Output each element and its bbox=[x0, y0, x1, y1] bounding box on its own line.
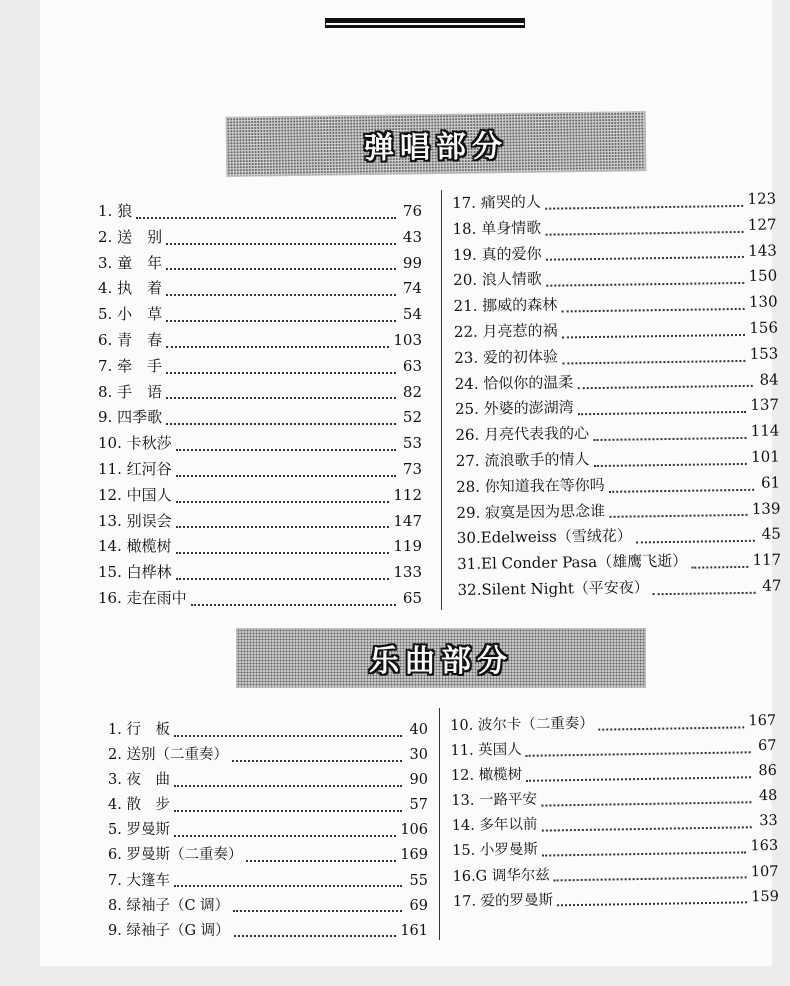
entry-page-number: 53 bbox=[402, 434, 422, 453]
dot-leader bbox=[176, 572, 390, 580]
entry-title: 30.Edelweiss（雪绒花） bbox=[456, 526, 632, 548]
toc-entry bbox=[98, 355, 422, 381]
entry-title: 14. 橄榄树 bbox=[98, 537, 172, 556]
entry-title: 17. 爱的罗曼斯 bbox=[452, 892, 554, 910]
toc-entry bbox=[98, 587, 422, 613]
dot-leader bbox=[593, 431, 747, 441]
dot-leader bbox=[233, 904, 402, 912]
entry-page-number: 167 bbox=[748, 712, 777, 730]
toc-entry bbox=[98, 303, 422, 329]
entry-page-number: 114 bbox=[750, 421, 780, 441]
entry-title: 6. 青 春 bbox=[98, 330, 163, 349]
entry-page-number: 103 bbox=[393, 330, 422, 349]
toc-page bbox=[40, 0, 782, 966]
entry-page-number: 117 bbox=[752, 550, 782, 569]
dot-leader bbox=[545, 225, 744, 236]
entry-page-number: 55 bbox=[409, 872, 428, 889]
dot-leader bbox=[166, 288, 396, 296]
entry-page-number: 76 bbox=[402, 202, 422, 220]
entry-title: 2. 送 别 bbox=[98, 227, 163, 246]
section-title: 弹唱部分 bbox=[363, 128, 509, 167]
dot-leader bbox=[598, 720, 745, 730]
entry-page-number: 73 bbox=[402, 459, 422, 478]
toc-list-left bbox=[108, 718, 428, 944]
dot-leader bbox=[174, 879, 402, 887]
toc-entry bbox=[98, 484, 422, 510]
dot-leader bbox=[174, 804, 402, 812]
toc-entry bbox=[98, 277, 422, 303]
entry-title: 3. 夜 曲 bbox=[108, 772, 170, 789]
entry-page-number: 69 bbox=[409, 897, 428, 914]
toc-list-right bbox=[452, 187, 782, 604]
toc-entry bbox=[98, 510, 422, 536]
entry-page-number: 156 bbox=[749, 318, 779, 337]
entry-title: 14. 多年以前 bbox=[451, 817, 538, 835]
toc-entry bbox=[98, 381, 422, 407]
entry-title: 8. 手 语 bbox=[98, 382, 163, 401]
entry-title: 18. 单身情歌 bbox=[452, 218, 542, 238]
toc-list-right bbox=[450, 709, 779, 915]
dot-leader bbox=[176, 443, 396, 451]
entry-page-number: 127 bbox=[747, 215, 777, 234]
entry-page-number: 65 bbox=[402, 588, 422, 607]
entry-page-number: 169 bbox=[400, 847, 428, 864]
entry-page-number: 63 bbox=[402, 356, 422, 375]
section-banner-tanchang bbox=[226, 111, 647, 177]
entry-page-number: 61 bbox=[760, 473, 781, 492]
entry-page-number: 82 bbox=[402, 382, 422, 401]
dot-leader bbox=[545, 250, 744, 261]
entry-page-number: 47 bbox=[762, 576, 782, 595]
entry-title: 28. 你知道我在等你吗 bbox=[455, 475, 605, 496]
dot-leader bbox=[246, 854, 396, 862]
entry-page-number: 86 bbox=[758, 763, 778, 780]
toc-entry bbox=[98, 561, 422, 587]
dot-leader bbox=[542, 845, 747, 856]
entry-title: 5. 罗曼斯 bbox=[108, 822, 170, 839]
dot-leader bbox=[176, 495, 390, 503]
toc-entry bbox=[98, 535, 422, 561]
entry-title: 4. 执 着 bbox=[98, 279, 163, 298]
toc-entry bbox=[98, 200, 422, 226]
entry-page-number: 143 bbox=[748, 241, 777, 260]
dot-leader bbox=[166, 417, 396, 425]
entry-page-number: 163 bbox=[750, 838, 779, 855]
entry-title: 29. 寂寞是因为思念谁 bbox=[456, 501, 606, 522]
entry-title: 11. 英国人 bbox=[450, 741, 522, 760]
entry-page-number: 137 bbox=[750, 395, 780, 415]
dot-leader bbox=[561, 302, 745, 313]
entry-title: 16.G 调华尔兹 bbox=[452, 867, 550, 885]
dot-leader bbox=[234, 929, 397, 937]
entry-page-number: 57 bbox=[409, 797, 428, 814]
dot-leader bbox=[609, 508, 748, 518]
entry-page-number: 43 bbox=[402, 227, 422, 246]
entry-page-number: 40 bbox=[409, 722, 428, 738]
entry-title: 13. 一路平安 bbox=[451, 791, 538, 810]
entry-page-number: 99 bbox=[402, 253, 422, 272]
dot-leader bbox=[166, 391, 396, 399]
dot-leader bbox=[526, 745, 751, 757]
entry-title: 32.Silent Night（平安夜） bbox=[457, 578, 649, 599]
entry-title: 7. 牵 手 bbox=[98, 356, 163, 375]
entry-title: 4. 散 步 bbox=[108, 797, 170, 814]
dot-leader bbox=[541, 820, 751, 831]
entry-title: 24. 恰似你的温柔 bbox=[454, 372, 574, 393]
entry-title: 1. 狼 bbox=[98, 202, 133, 220]
dot-leader bbox=[166, 340, 389, 348]
dot-leader bbox=[176, 469, 396, 477]
entry-page-number: 150 bbox=[748, 266, 778, 286]
column-divider bbox=[441, 190, 442, 610]
entry-title: 6. 罗曼斯（二重奏） bbox=[108, 847, 243, 864]
entry-page-number: 84 bbox=[759, 370, 779, 389]
entry-page-number: 153 bbox=[749, 344, 779, 363]
toc-entry bbox=[108, 869, 428, 894]
toc-entry bbox=[108, 743, 428, 768]
entry-page-number: 30 bbox=[409, 747, 428, 764]
dot-leader bbox=[174, 829, 396, 837]
entry-page-number: 48 bbox=[758, 788, 778, 805]
entry-page-number: 159 bbox=[751, 888, 780, 905]
entry-title: 25. 外婆的澎湖湾 bbox=[454, 398, 574, 419]
entry-page-number: 133 bbox=[393, 563, 422, 582]
entry-page-number: 123 bbox=[747, 189, 777, 208]
entry-title: 2. 送别（二重奏） bbox=[108, 747, 228, 764]
entry-page-number: 112 bbox=[393, 485, 422, 504]
section-banner-yuequ bbox=[236, 628, 646, 688]
dot-leader bbox=[166, 366, 396, 374]
entry-title: 31.El Conder Pasa（雄鹰飞逝） bbox=[457, 551, 688, 574]
toc-entry bbox=[457, 574, 781, 604]
dot-leader bbox=[166, 237, 396, 245]
entry-page-number: 101 bbox=[750, 447, 780, 466]
dot-leader bbox=[636, 534, 755, 544]
entry-title: 26. 月亮代表我的心 bbox=[455, 424, 590, 445]
dot-leader bbox=[526, 770, 751, 782]
entry-page-number: 107 bbox=[750, 863, 779, 880]
entry-title: 15. 小罗曼斯 bbox=[452, 842, 538, 860]
section-title: 乐曲部分 bbox=[369, 644, 513, 679]
toc-entry bbox=[108, 793, 428, 818]
toc-entry bbox=[108, 843, 428, 868]
entry-title: 1. 行 板 bbox=[108, 722, 170, 738]
entry-title: 7. 大篷车 bbox=[108, 872, 170, 889]
entry-page-number: 139 bbox=[751, 499, 781, 518]
dot-leader bbox=[562, 354, 746, 365]
entry-title: 3. 童 年 bbox=[98, 253, 163, 272]
toc-entry bbox=[108, 894, 428, 919]
dot-leader bbox=[174, 779, 402, 787]
dot-leader bbox=[609, 482, 754, 492]
entry-page-number: 119 bbox=[393, 537, 422, 556]
entry-title: 10. 卡秋莎 bbox=[98, 434, 172, 453]
toc-entry bbox=[98, 432, 422, 458]
entry-title: 27. 流浪歌手的情人 bbox=[455, 450, 590, 470]
dot-leader bbox=[176, 520, 390, 528]
toc-entry bbox=[453, 885, 779, 915]
entry-page-number: 54 bbox=[402, 305, 422, 324]
entry-title: 15. 白桦林 bbox=[98, 563, 172, 582]
entry-title: 13. 别误会 bbox=[98, 511, 172, 530]
toc-list-left bbox=[98, 200, 422, 613]
dot-leader bbox=[653, 586, 756, 595]
entry-page-number: 52 bbox=[402, 408, 422, 427]
header-rule bbox=[325, 0, 525, 23]
entry-title: 16. 走在雨中 bbox=[98, 588, 187, 607]
toc-entry bbox=[108, 919, 428, 944]
entry-page-number: 67 bbox=[757, 737, 777, 755]
dot-leader bbox=[557, 896, 747, 907]
toc-entry bbox=[98, 226, 422, 252]
entry-title: 21. 挪威的森林 bbox=[453, 295, 558, 316]
dot-leader bbox=[166, 314, 396, 322]
entry-title: 9. 四季歌 bbox=[98, 408, 163, 427]
column-divider bbox=[439, 708, 440, 940]
toc-entry bbox=[108, 818, 428, 843]
entry-title: 11. 红河谷 bbox=[98, 459, 172, 478]
entry-page-number: 33 bbox=[759, 813, 778, 830]
toc-entry bbox=[98, 406, 422, 432]
entry-page-number: 74 bbox=[402, 279, 422, 298]
dot-leader bbox=[562, 328, 746, 339]
toc-entry bbox=[98, 458, 422, 484]
dot-leader bbox=[545, 199, 744, 210]
entry-title: 20. 浪人情歌 bbox=[453, 270, 542, 290]
entry-page-number: 45 bbox=[761, 524, 781, 544]
entry-title: 19. 真的爱你 bbox=[452, 244, 542, 264]
entry-title: 5. 小 草 bbox=[98, 305, 163, 324]
entry-title: 22. 月亮惹的祸 bbox=[453, 321, 558, 341]
dot-leader bbox=[691, 560, 748, 569]
dot-leader bbox=[546, 276, 745, 287]
dot-leader bbox=[166, 262, 396, 270]
dot-leader bbox=[174, 729, 402, 737]
dot-leader bbox=[554, 870, 747, 881]
toc-entry bbox=[98, 252, 422, 278]
dot-leader bbox=[191, 598, 396, 606]
dot-leader bbox=[136, 211, 396, 219]
entry-page-number: 90 bbox=[409, 772, 428, 789]
entry-title: 12. 橄榄树 bbox=[450, 767, 523, 785]
toc-entry bbox=[108, 768, 428, 793]
toc-entry bbox=[98, 329, 422, 355]
entry-title: 9. 绿袖子（G 调） bbox=[108, 922, 230, 939]
entry-page-number: 161 bbox=[400, 922, 428, 939]
entry-title: 17. 痛哭的人 bbox=[452, 192, 541, 212]
entry-title: 12. 中国人 bbox=[98, 485, 172, 504]
dot-leader bbox=[577, 379, 752, 389]
dot-leader bbox=[593, 457, 747, 467]
entry-page-number: 147 bbox=[393, 511, 422, 530]
entry-page-number: 130 bbox=[748, 292, 778, 312]
toc-entry bbox=[108, 718, 428, 743]
entry-title: 23. 爱的初体验 bbox=[454, 347, 559, 367]
entry-title: 10. 波尔卡（二重奏） bbox=[450, 715, 594, 734]
entry-title: 8. 绿袖子（C 调） bbox=[108, 897, 230, 914]
dot-leader bbox=[541, 795, 751, 806]
dot-leader bbox=[232, 754, 402, 762]
dot-leader bbox=[176, 546, 390, 554]
dot-leader bbox=[578, 405, 747, 415]
entry-page-number: 106 bbox=[400, 822, 428, 839]
